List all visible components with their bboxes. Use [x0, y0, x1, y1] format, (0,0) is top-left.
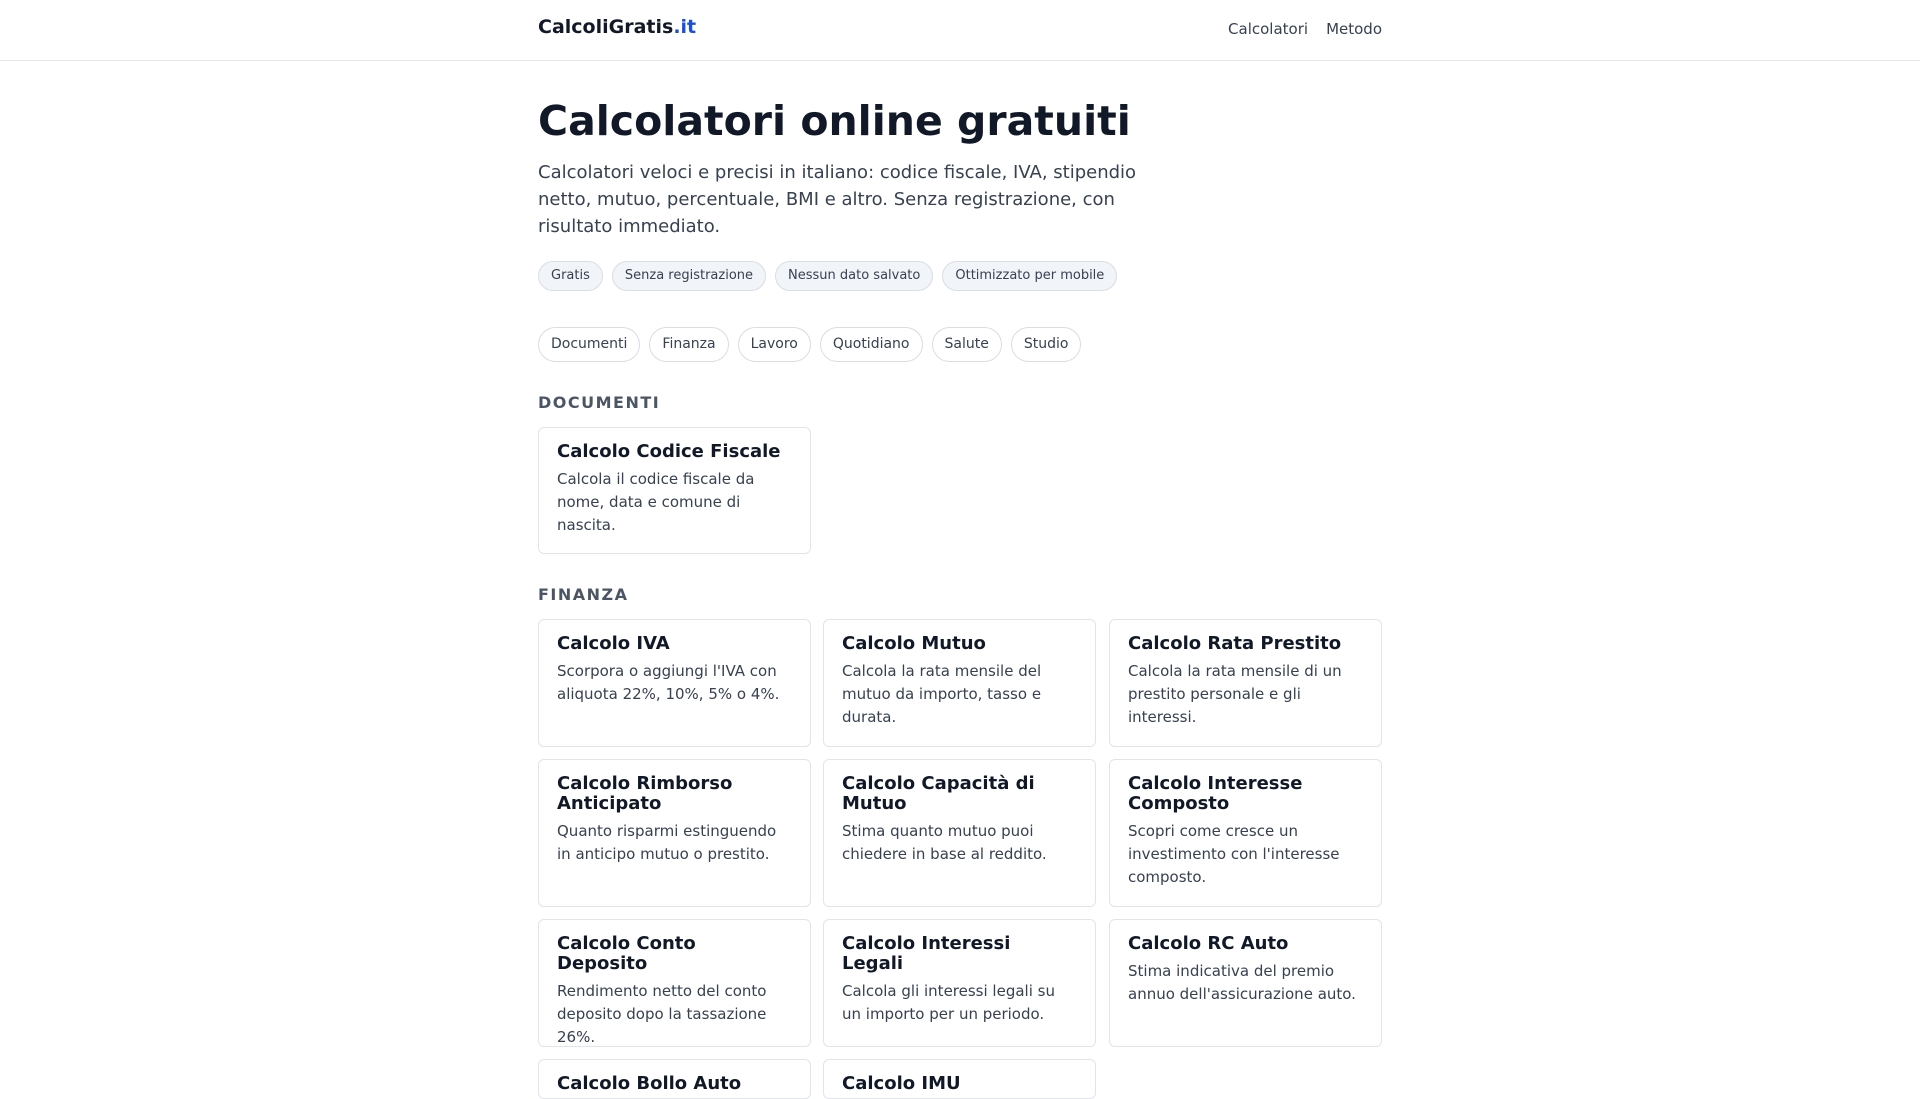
card-description: Stima quanto mutuo puoi chiedere in base al reddito. [842, 822, 1047, 863]
brand-tld: .it [673, 16, 697, 38]
calculator-card-interesse-composto[interactable] [1109, 759, 1382, 907]
category-filters [538, 327, 1081, 362]
card-description: Calcola gli interessi legali su un importo per un periodo. [842, 982, 1055, 1023]
card-title: Calcolo Conto Deposito [557, 933, 696, 974]
calculator-card-rc-auto[interactable] [1109, 919, 1382, 1047]
site-logo[interactable] [538, 16, 696, 38]
card-description: Rendimento netto del conto deposito dopo la tassazione 26%. [557, 982, 767, 1046]
nav-link-calcolatori[interactable]: Calcolatori [1228, 20, 1309, 38]
feature-badges [538, 261, 1117, 291]
badge-senza-registrazione: Senza registrazione [612, 261, 766, 291]
calculator-card-rata-prestito[interactable] [1109, 619, 1382, 747]
filter-documenti[interactable]: Documenti [538, 327, 640, 362]
card-description: Quanto risparmi estinguendo in anticipo mutuo o prestito. [557, 822, 777, 863]
card-description: Scopri come cresce un investimento con l'interesse composto. [1128, 822, 1340, 886]
card-title: Calcolo Bollo Auto [557, 1073, 742, 1094]
card-description: Scorpora o aggiungi l'IVA con aliquota 22%, 10%, 5% o 4%. [557, 662, 780, 703]
calculator-card-conto-deposito[interactable] [538, 919, 811, 1047]
badge-nessun-dato-salvato: Nessun dato salvato [775, 261, 933, 291]
main-nav [1228, 20, 1382, 38]
section-heading-documenti: DOCUMENTI [538, 393, 661, 412]
badge-ottimizzato-mobile: Ottimizzato per mobile [942, 261, 1117, 291]
card-description: Calcola la rata mensile di un prestito personale e gli interessi. [1128, 662, 1342, 726]
filter-lavoro[interactable]: Lavoro [738, 327, 811, 362]
card-title: Calcolo Rimborso Anticipato [557, 773, 733, 814]
calculator-card-bollo-auto[interactable] [538, 1059, 811, 1099]
section-heading-finanza: FINANZA [538, 585, 629, 604]
card-title: Calcolo Rata Prestito [1128, 633, 1342, 654]
card-description: Stima indicativa del premio annuo dell'assicurazione auto. [1128, 962, 1356, 1003]
nav-link-metodo[interactable]: Metodo [1326, 20, 1382, 38]
intro-text: Calcolatori veloci e precisi in italiano: codice fiscale, IVA, stipendio netto, mutuo, percentuale, BMI e altro. Senza registrazione, con risultato immediato. [538, 162, 1137, 237]
card-title: Calcolo Interessi Legali [842, 933, 1011, 974]
card-title: Calcolo RC Auto [1128, 933, 1289, 954]
card-title: Calcolo Mutuo [842, 633, 986, 654]
card-title: Calcolo Codice Fiscale [557, 441, 781, 462]
calculator-card-codice-fiscale[interactable] [538, 427, 811, 554]
calculator-card-interessi-legali[interactable] [823, 919, 1096, 1047]
filter-studio[interactable]: Studio [1011, 327, 1082, 362]
calculator-card-imu[interactable] [823, 1059, 1096, 1099]
filter-finanza[interactable]: Finanza [649, 327, 728, 362]
filter-quotidiano[interactable]: Quotidiano [820, 327, 923, 362]
card-description: Calcola la rata mensile del mutuo da importo, tasso e durata. [842, 662, 1042, 726]
page-title: Calcolatori online gratuiti [538, 97, 1131, 145]
brand-name: CalcoliGratis [538, 16, 674, 38]
card-title: Calcolo IMU [842, 1073, 961, 1094]
card-description: Calcola il codice fiscale da nome, data e comune di nascita. [557, 470, 755, 534]
top-navbar [0, 0, 1920, 61]
calculator-card-iva[interactable] [538, 619, 811, 747]
calculator-card-mutuo[interactable] [823, 619, 1096, 747]
badge-gratis: Gratis [538, 261, 603, 291]
card-title: Calcolo Interesse Composto [1128, 773, 1303, 814]
calculator-card-rimborso-anticipato[interactable] [538, 759, 811, 907]
card-title: Calcolo Capacità di Mutuo [842, 773, 1035, 814]
filter-salute[interactable]: Salute [932, 327, 1002, 362]
card-title: Calcolo IVA [557, 633, 670, 654]
calculator-card-capacita-mutuo[interactable] [823, 759, 1096, 907]
